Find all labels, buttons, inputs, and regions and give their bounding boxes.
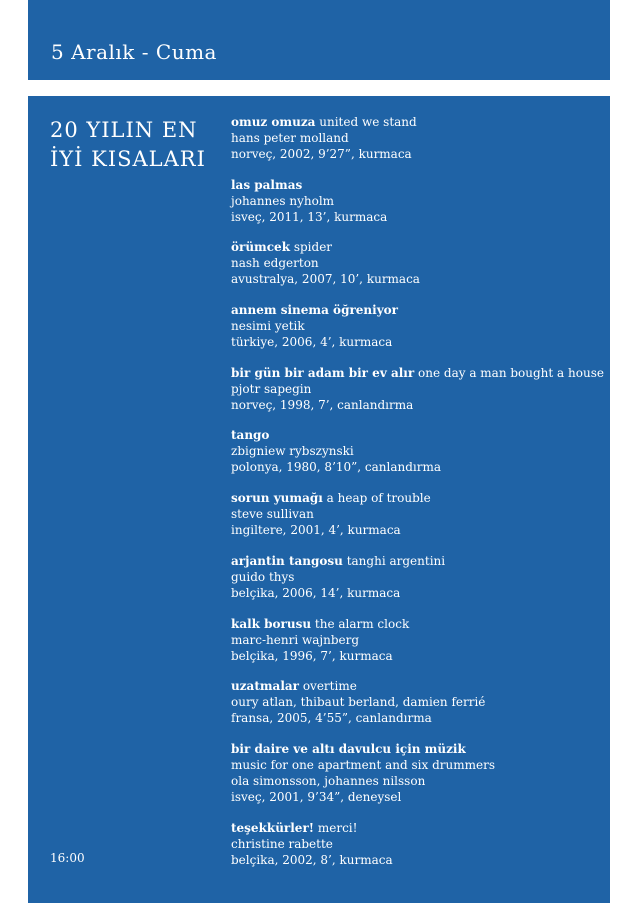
film-entry [231, 490, 601, 538]
film-entry [231, 177, 601, 225]
film-title: örümcek [231, 240, 291, 255]
film-details: isveç, 2001, 9’34”, deneysel [231, 789, 402, 804]
film-original-title: overtime [302, 679, 357, 694]
film-details: polonya, 1980, 8’10”, canlandırma [231, 460, 442, 475]
film-title: tango [231, 428, 270, 443]
section-title-line-2: İYİ KISALARI [50, 147, 206, 171]
section-title-line-1: 20 YILIN EN [50, 118, 198, 142]
film-credit: christine rabette [231, 836, 333, 851]
film-heading [231, 741, 601, 757]
film-entry [231, 302, 601, 350]
film-heading [231, 820, 601, 836]
film-details: avustralya, 2007, 10’, kurmaca [231, 272, 420, 287]
date-heading: 5 Aralık - Cuma [51, 40, 217, 64]
film-credit: johannes nyholm [231, 193, 335, 208]
film-original-title: united we stand [319, 115, 417, 129]
film-heading [231, 616, 601, 632]
film-heading [231, 302, 601, 318]
film-heading [231, 365, 604, 381]
film-heading [231, 177, 601, 193]
film-details: belçika, 2006, 14’, kurmaca [231, 585, 401, 600]
film-entry [231, 239, 601, 287]
film-title: uzatmalar [231, 679, 299, 694]
screening-time: 16:00 [50, 851, 85, 865]
film-original-title: a heap of trouble [326, 491, 431, 506]
film-heading [231, 239, 601, 255]
film-heading [231, 553, 601, 569]
film-credit: nash edgerton [231, 256, 319, 271]
film-credit: marc-henri wajnberg [231, 632, 360, 647]
film-details: isveç, 2011, 13’, kurmaca [231, 209, 388, 224]
film-credit: nesimi yetik [231, 319, 305, 334]
film-original-title: one day a man bought a house [418, 365, 604, 380]
film-original-title: the alarm clock [314, 616, 410, 631]
film-details: fransa, 2005, 4’55”, canlandırma [231, 711, 432, 726]
film-entry [231, 427, 601, 475]
film-credit: hans peter molland [231, 131, 349, 145]
program-panel [28, 96, 610, 903]
film-heading [231, 427, 601, 443]
film-credit: oury atlan, thibaut berland, damien ferrié [231, 695, 486, 710]
film-list [231, 114, 604, 882]
film-title: teşekkürler! [231, 820, 315, 835]
film-credit: zbigniew rybszynski [231, 444, 354, 459]
film-title: annem sinema öğreniyor [231, 303, 398, 318]
film-title: bir gün bir adam bir ev alır [231, 365, 415, 380]
film-details: belçika, 2002, 8’, kurmaca [231, 852, 393, 867]
film-credit: ola simonsson, johannes nilsson [231, 773, 426, 788]
film-title: arjantin tangosu [231, 553, 343, 568]
film-details: ingiltere, 2001, 4’, kurmaca [231, 523, 401, 538]
page-header [28, 0, 610, 80]
film-original-title: tanghi argentini [346, 553, 446, 568]
film-credit: music for one apartment and six drummers [231, 757, 495, 772]
film-entry [231, 820, 601, 868]
film-entry [231, 365, 604, 413]
film-title: kalk borusu [231, 616, 312, 631]
film-entry [231, 553, 601, 601]
film-entry [231, 741, 601, 805]
film-entry [231, 114, 601, 162]
film-original-title: spider [293, 240, 333, 255]
film-details: belçika, 1996, 7’, kurmaca [231, 648, 393, 663]
film-credit: steve sullivan [231, 507, 314, 522]
film-details: norveç, 2002, 9’27”, kurmaca [231, 147, 412, 161]
film-details: norveç, 1998, 7’, canlandırma [231, 397, 414, 412]
section-title [50, 116, 240, 174]
film-credit: guido thys [231, 569, 295, 584]
film-title: las palmas [231, 177, 303, 192]
film-entry [231, 678, 601, 726]
film-title: sorun yumağı [231, 491, 323, 506]
film-heading [231, 114, 601, 130]
film-heading [231, 678, 601, 694]
film-title: bir daire ve altı davulcu için müzik [231, 741, 466, 756]
film-heading [231, 490, 601, 506]
film-entry [231, 616, 601, 664]
film-details: türkiye, 2006, 4’, kurmaca [231, 335, 393, 350]
film-original-title: merci! [317, 820, 358, 835]
film-title: omuz omuza [231, 115, 316, 129]
film-credit: pjotr sapegin [231, 381, 312, 396]
